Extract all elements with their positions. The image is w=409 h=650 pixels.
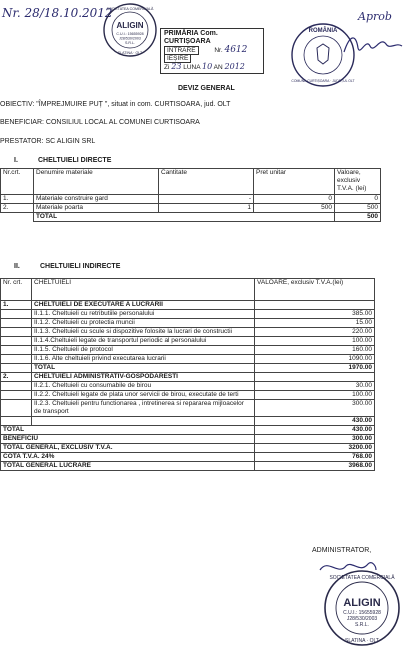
table1-total-value: 500 [335, 213, 381, 222]
table1-cell: 500 [335, 204, 381, 213]
table2-cell: II.2.1. Cheltuieli cu consumabile de birou [32, 382, 255, 391]
section2-num: II. [14, 263, 20, 270]
registry-zi-value: 23 [171, 62, 182, 71]
table1-cell: Materiale poarta [34, 204, 159, 213]
table-row [1, 355, 375, 364]
handwritten-date: Nr. 28/18.10.2012 [2, 6, 113, 20]
summary-label: TOTAL GENERAL, EXCLUSIV T.V.A. [1, 444, 255, 453]
table-row [1, 382, 375, 391]
table2-cell: 430.00 [255, 417, 375, 426]
table2-cell [1, 319, 32, 328]
table2-header-costs: CHELTUIELI [32, 279, 255, 301]
svg-text:J28/530/2003: J28/530/2003 [119, 36, 141, 41]
registry-zi-label: Zi [164, 64, 170, 71]
table2-cell: 1. [1, 301, 32, 310]
table1-header-nr: Nr.crt. [1, 169, 34, 195]
table1-header-row [1, 169, 381, 195]
section2-title: CHELTUIELI INDIRECTE [40, 263, 121, 270]
summary-row [1, 426, 375, 435]
svg-text:ALIGIN: ALIGIN [116, 21, 144, 30]
summary-row [1, 462, 375, 471]
table-row [1, 204, 381, 213]
svg-text:SOCIETATEA COMERCIALĂ: SOCIETATEA COMERCIALĂ [329, 575, 395, 581]
table1-cell: 500 [254, 204, 335, 213]
table2-header-nr: Nr. crt. [1, 279, 32, 301]
section1-title: CHELTUIELI DIRECTE [38, 157, 112, 164]
administrator-label: ADMINISTRATOR, [312, 547, 372, 554]
table2-cell: 1090.00 [255, 355, 375, 364]
registry-title: PRIMĂRIA Com. CURTIȘOARA [164, 30, 218, 45]
svg-text:ROMÂNIA: ROMÂNIA [308, 28, 338, 34]
svg-text:SLATINA · OLT: SLATINA · OLT [117, 51, 143, 55]
table1-cell: 0 [254, 195, 335, 204]
indirect-costs-table [0, 278, 375, 471]
table2-cell: 220.00 [255, 328, 375, 337]
svg-text:SOCIETATEA COMERCIALĂ: SOCIETATEA COMERCIALĂ [106, 7, 154, 11]
table1-cell: 1. [1, 195, 34, 204]
table2-cell: TOTAL [32, 364, 255, 373]
table1-header-value: Valoare, exclusiv T.V.A. (lei) [335, 169, 381, 195]
table2-cell: 30.00 [255, 382, 375, 391]
svg-text:C.U.I.: 15655928: C.U.I.: 15655928 [116, 32, 144, 36]
svg-text:SLATINA · OLT: SLATINA · OLT [345, 638, 379, 644]
table2-cell: II.1.5. Cheltuieli de protocol [32, 346, 255, 355]
table2-cell: II.2.2. Cheltuieli legate de plata unor servicii de birou, executate de terti [32, 391, 255, 400]
table2-cell [255, 301, 375, 310]
table2-cell: II.2.3. Cheltuieli pentru functionarea , intretinerea si repararea mijloacelor de transport [32, 400, 255, 417]
table2-cell [1, 382, 32, 391]
section1-num: I. [14, 157, 18, 164]
table2-cell: 100.00 [255, 337, 375, 346]
registry-nr-label: Nr. [214, 47, 223, 54]
table-row [1, 328, 375, 337]
table-row [1, 417, 375, 426]
table2-cell [255, 373, 375, 382]
table2-cell: 1970.00 [255, 364, 375, 373]
summary-value: 3968.00 [255, 462, 375, 471]
table1-cell: 1 [159, 204, 254, 213]
table2-cell: 160.00 [255, 346, 375, 355]
summary-row [1, 435, 375, 444]
table2-cell: II.1.6. Alte cheltuieli privind executarea lucrarii [32, 355, 255, 364]
summary-value: 3200.00 [255, 444, 375, 453]
table-row [1, 310, 375, 319]
table2-cell: 385.00 [255, 310, 375, 319]
svg-text:S.R.L.: S.R.L. [355, 622, 369, 628]
table2-cell [1, 400, 32, 417]
table2-cell [1, 417, 32, 426]
summary-value: 300.00 [255, 435, 375, 444]
company-stamp-bottom [322, 568, 402, 648]
table2-cell: 300.00 [255, 400, 375, 417]
table-row [1, 195, 381, 204]
table1-total-row [1, 213, 381, 222]
svg-text:ALIGIN: ALIGIN [343, 597, 381, 609]
table2-cell: 2. [1, 373, 32, 382]
summary-row [1, 444, 375, 453]
svg-text:S.R.L.: S.R.L. [125, 41, 135, 45]
table1-cell: 0 [335, 195, 381, 204]
table2-cell [32, 417, 255, 426]
table2-cell: 100.00 [255, 391, 375, 400]
table2-cell [1, 328, 32, 337]
registry-box [160, 28, 264, 74]
direct-costs-table [0, 168, 381, 222]
registry-nr-value: 4612 [224, 45, 248, 55]
table-row [1, 319, 375, 328]
table2-cell [1, 346, 32, 355]
summary-value: 768.00 [255, 453, 375, 462]
registry-iesire: IEȘIRE [164, 54, 191, 63]
summary-value: 430.00 [255, 426, 375, 435]
table2-cell: II.1.4.Cheltuieli legate de transportul periodic al personalului [32, 337, 255, 346]
table2-cell: 15.00 [255, 319, 375, 328]
table2-cell: II.1.1. Cheltuieli cu retributiile personalului [32, 310, 255, 319]
table-row [1, 391, 375, 400]
table1-cell: 2. [1, 204, 34, 213]
table2-header-value: VALOARE, exclusiv T.V.A.(lei) [255, 279, 375, 301]
table-row [1, 373, 375, 382]
table2-cell: CHELTUIELI ADMINISTRATIV-GOSPODARESTI [32, 373, 255, 382]
table2-cell: II.1.3. Cheltuieli cu scule si dispozitive folosite la lucrari de constructii [32, 328, 255, 337]
table2-cell [1, 310, 32, 319]
objective: OBIECTIV: "ÎMPREJMUIRE PUȚ ", situat in com. CURTISOARA, jud. OLT [0, 101, 231, 108]
approval-signature-icon [340, 30, 406, 60]
company-stamp-top [102, 2, 158, 58]
table2-cell [1, 364, 32, 373]
table2-cell: CHELTUIELI DE EXECUTARE A LUCRARII [32, 301, 255, 310]
provider: PRESTATOR: SC ALIGIN SRL [0, 138, 96, 145]
registry-luna-label: LUNA [183, 64, 201, 71]
table1-header-price: Pret unitar [254, 169, 335, 195]
registry-an-label: AN [213, 64, 223, 71]
summary-row [1, 453, 375, 462]
table2-cell: II.1.2. Cheltuieli cu protectia muncii [32, 319, 255, 328]
registry-an-value: 2012 [224, 62, 245, 71]
table1-cell: - [159, 195, 254, 204]
summary-label: BENEFICIU [1, 435, 255, 444]
beneficiary: BENEFICIAR: CONSILIUL LOCAL AL COMUNEI CURTISOARA [0, 119, 200, 126]
table2-cell [1, 391, 32, 400]
table-row [1, 346, 375, 355]
table-row [1, 364, 375, 373]
approved-label: Aprob [358, 10, 392, 23]
table-row [1, 301, 375, 310]
summary-label: COTA T.V.A. 24% [1, 453, 255, 462]
registry-intrare: INTRARE [164, 46, 199, 55]
table2-header-row [1, 279, 375, 301]
table-row [1, 400, 375, 417]
registry-luna-value: 10 [202, 62, 213, 71]
table-row [1, 337, 375, 346]
table1-cell: Materiale construire gard [34, 195, 159, 204]
table1-header-qty: Cantitate [159, 169, 254, 195]
summary-label: TOTAL [1, 426, 255, 435]
table1-header-material: Denumire materiale [34, 169, 159, 195]
svg-text:COMUNA CURTIȘOARA · JUDEȚUL OL: COMUNA CURTIȘOARA · JUDEȚUL OLT [291, 79, 355, 83]
table1-total-label: TOTAL [34, 213, 335, 222]
table2-cell [1, 355, 32, 364]
svg-text:C.U.I.: 15655928: C.U.I.: 15655928 [343, 610, 381, 616]
doc-title: DEVIZ GENERAL [178, 85, 235, 92]
svg-text:J28/530/2003: J28/530/2003 [346, 616, 378, 622]
table2-cell [1, 337, 32, 346]
summary-label: TOTAL GENERAL LUCRARE [1, 462, 255, 471]
